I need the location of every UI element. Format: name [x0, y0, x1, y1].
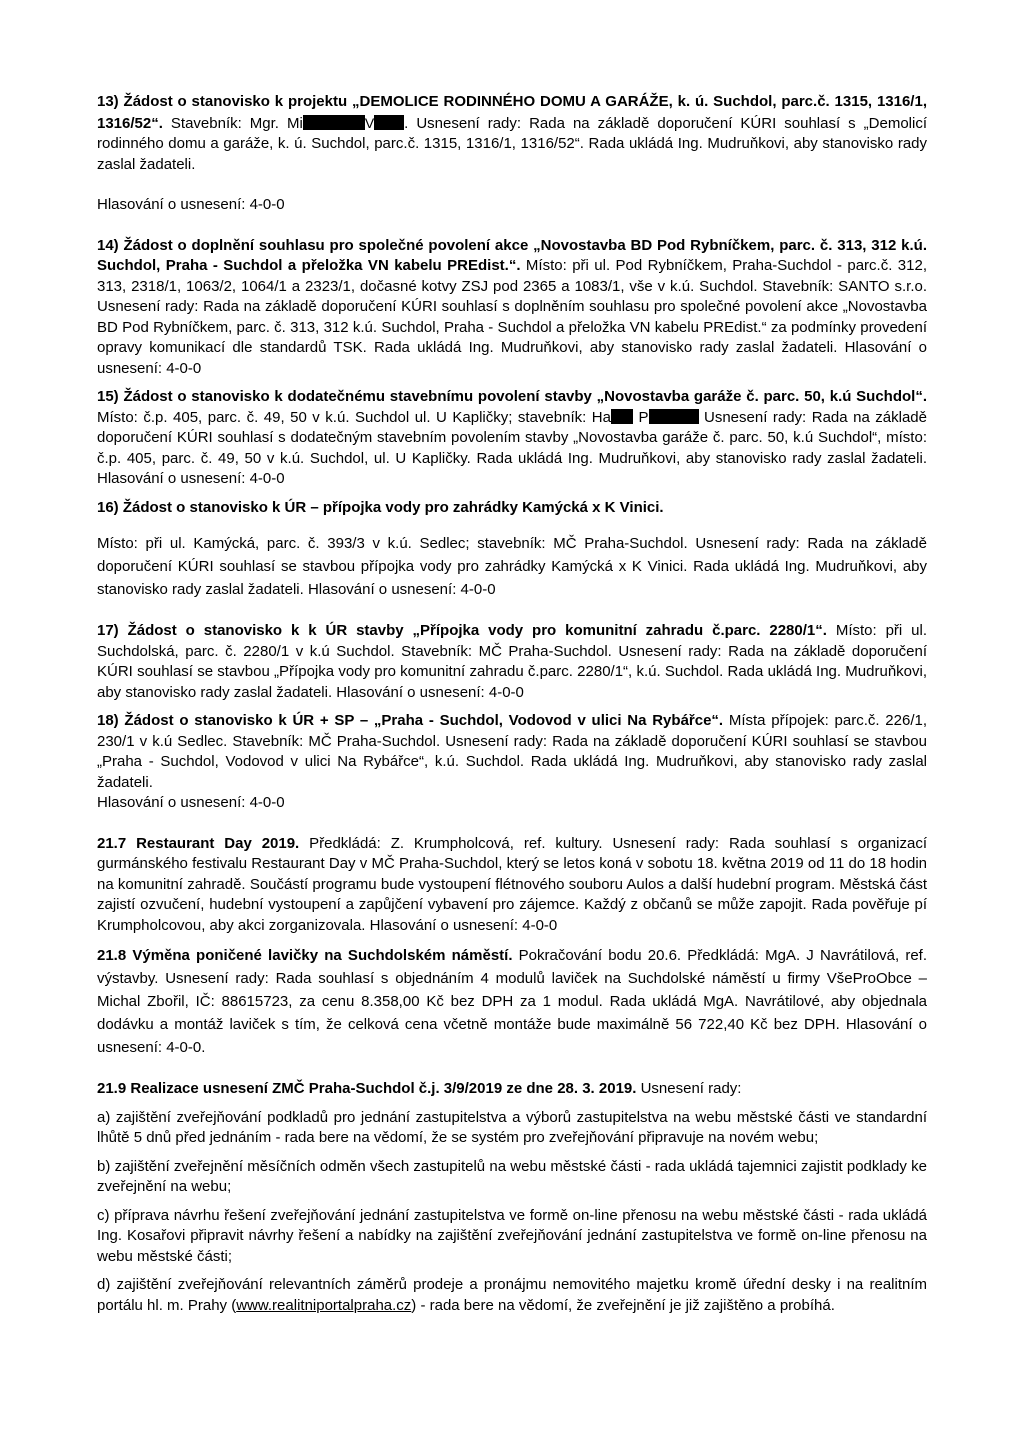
- redaction-block: [374, 115, 404, 130]
- item-21-7-text: Předkládá: Z. Krumpholcová, ref. kultury. Usnesení rady: Rada souhlasí s organizací gurmánského festivalu Restaurant Day v MČ Praha-Suchdol, který se letos koná v sobotu 18. května 2019 od 11 do 18 hodin na komunitní zahradě. Součástí programu bude vystoupení flétnového souboru Aulos a další hudební program. Městská část zajistí ozvučení, hudební vystoupení a zapůjčení vybavení pro zájemce. Každý z občanů se může zapojit. Rada pověřuje pí Krumpholcovou, aby akci zorganizovala. Hlasování o usnesení: 4-0-0: [97, 834, 927, 934]
- item-21-7-title: 21.7 Restaurant Day 2019.: [97, 834, 300, 852]
- document-page: [97, 92, 927, 1316]
- item-21-8-title: 21.8 Výměna poničené lavičky na Suchdolském náměstí.: [97, 947, 513, 964]
- item-13-title: 13) Žádost o stanovisko k projektu „DEMOLICE RODINNÉHO DOMU A GARÁŽE, k. ú. Suchdol, parc.č. 1315, 1316/1, 1316/52“.: [97, 93, 927, 132]
- item-21-9-sub-d: [97, 1275, 927, 1316]
- item-21-9-title: 21.9 Realizace usnesení ZMČ Praha-Suchdol č.j. 3/9/2019 ze dne 28. 3. 2019.: [97, 1080, 637, 1097]
- item-21-8-text: Pokračování bodu 20.6. Předkládá: MgA. J Navrátilová, ref. výstavby. Usnesení rady: Rada souhlasí s objednáním 4 modulů laviček na Suchdolské náměstí u firmy VšeProObce – Michal Zbořil, IČ: 88615723, za cenu 8.358,00 Kč bez DPH za 1 modul. Rada ukládá MgA. Navrátilové, aby objednala dodávku a montáž laviček s tím, že celková cena včetně montáže bude maximálně 56 722,40 Kč bez DPH. Hlasování o usnesení: 4-0-0.: [97, 947, 928, 1056]
- item-18-vote: Hlasování o usnesení: 4-0-0: [97, 794, 285, 811]
- item-13-text-b: . Usnesení rady: Rada na základě doporučení KÚRI souhlasí s „Demolicí rodinného domu a garáže, k. ú. Suchdol, parc.č. 1315, 1316/1, 1316/52“. Rada ukládá Ing. Mudruňkovi, aby stanovisko rady zaslal žadateli.: [97, 114, 927, 173]
- item-21-8: [97, 944, 927, 1059]
- item-17-title: 17) Žádost o stanovisko k k ÚR stavby „Přípojka vody pro komunitní zahradu č.parc. 2280/1“.: [97, 622, 827, 639]
- item-21-9-text: Usnesení rady:: [636, 1080, 742, 1097]
- item-14-title: 14) Žádost o doplnění souhlasu pro společné povolení akce „Novostavba BD Pod Rybníčkem, parc. č. 313, 312 k.ú. Suchdol, Praha - Suchdol a přeložka VN kabelu PREdist.“.: [97, 236, 927, 274]
- item-17-text: Místo: při ul. Suchdolská, parc. č. 2280/1 v k.ú Suchdol. Stavebník: MČ Praha-Suchdol. Usnesení rady: Rada na základě doporučení KÚRI souhlasí se stavbou „Přípojka vody pro komunitní zahradu č.parc. 2280/1“, k.ú. Suchdol. Rada ukládá Ing. Mudruňkovi, aby stanovisko rady zaslal žadateli. Hlasování o usnesení: 4-0-0: [97, 622, 928, 701]
- item-21-9-sub-c: c) příprava návrhu řešení zveřejňování jednání zastupitelstva ve formě on-line přenosu na webu městské části - rada ukládá Ing. Kosařovi připravit návrhy řešení a nabídky na zajištění zveřejňování jednání zastupitelstva ve formě on-line přenosu na webu městské části;: [97, 1206, 927, 1265]
- item-21-9-sub-d-text-a: d) zajištění zveřejňování relevantních záměrů prodeje a pronájmu nemovitého majetku kromě úřední desky i na realitním portálu hl. m. Prahy (: [97, 1276, 927, 1314]
- item-21-9-sub-d-text-b: ) - rada bere na vědomí, že zveřejnění je již zajištěno a probíhá.: [411, 1296, 835, 1314]
- item-13: 13) Žádost o stanovisko k projektu „DEMOLICE RODINNÉHO DOMU A GARÁŽE, k. ú. Suchdol, parc.č. 1315, 1316/1, 1316/52“. Stavebník: Mgr. Mi V . Usnesení rady: Rada na základě doporučení KÚRI souhlasí s „Demolicí rodinného domu a garáže, k. ú. Suchdol, parc.č. 1315, 1316/1, 1316/52“. Rada ukládá Ing. Mudruňkovi, aby stanovisko rady zaslal žadateli.: [97, 93, 927, 173]
- item-15-text-a: Místo: č.p. 405, parc. č. 49, 50 v k.ú. Suchdol ul. U Kapličky; stavebník: Ha: [97, 408, 611, 426]
- item-13-vote: Hlasování o usnesení: 4-0-0: [97, 196, 285, 213]
- item-21-9: [97, 1079, 927, 1100]
- redaction-block: [649, 409, 699, 424]
- redaction-block: [303, 115, 365, 130]
- item-18-text: Místa přípojek: parc.č. 226/1, 230/1 v k.ú Sedlec. Stavebník: MČ Praha-Suchdol. Usnesení rady: Rada na základě doporučení KÚRI souhlasí se stavbou „Praha - Suchdol, Vodovod v ulici Na Rybářce“, k.ú. Suchdol. Rada ukládá Ing. Mudruňkovi, aby stanovisko rady zaslal žadateli.: [97, 712, 928, 791]
- item-21-9-sub-b: b) zajištění zveřejnění měsíčních odměn všech zastupitelů na webu městské části - rada ukládá tajemnici zajistit podklady ke zveřejnění na webu;: [97, 1157, 927, 1195]
- item-16-title: 16) Žádost o stanovisko k ÚR – přípojka vody pro zahrádky Kamýcká x K Vinici.: [97, 498, 664, 516]
- item-18-title: 18) Žádost o stanovisko k ÚR + SP – „Praha - Suchdol, Vodovod v ulici Na Rybářce“.: [97, 712, 724, 729]
- item-18: [97, 711, 927, 793]
- item-21-9-sub-a: a) zajištění zveřejňování podkladů pro jednání zastupitelstva a výborů zastupitelstva na webu městské části ve standardní lhůtě 5 dnů před jednáním - rada bere na vědomí, že se systém pro zveřejňování připravuje na novém webu;: [97, 1108, 927, 1146]
- item-15: 15) Žádost o stanovisko k dodatečnému stavebnímu povolení stavby „Novostavba garáže č. parc. 50, k.ú Suchdol“. Místo: č.p. 405, parc. č. 49, 50 v k.ú. Suchdol ul. U Kapličky; stavebník: Ha P Usnesení rady: Rada na základě doporučení KÚRI souhlasí s dodatečným stavebním povolením stavby „Novostavba garáže č. parc. 50, k.ú Suchdol“, místo: č.p. 405, parc. č. 49, 50 v k.ú. Suchdol, ul. U Kapličky. Rada ukládá Ing. Mudruňkovi, aby stanovisko rady zaslal žadateli. Hlasování o usnesení: 4-0-0: [97, 388, 927, 487]
- item-21-7: [97, 834, 927, 937]
- item-13-text-a: Stavebník: Mgr. Mi: [162, 114, 303, 132]
- redaction-block: [611, 409, 633, 424]
- item-17: [97, 621, 927, 703]
- item-14-text: Místo: při ul. Pod Rybníčkem, Praha-Suchdol - parc.č. 312, 313, 2318/1, 1063/2, 1064/1 a 2323/1, dočasné kotvy ZSJ pod 2365 a 1083/1, vše v k.ú. Suchdol. Stavebník: SANTO s.r.o. Usnesení rady: Rada na základě doporučení KÚRI souhlasí s doplněním souhlasu pro společné povolení akce „Novostavba BD Pod Rybníčkem, parc. č. 313, 312 k.ú. Suchdol, Praha - Suchdol a přeložka VN kabelu PREdist.“ za podmínky provedení opravy komunikací dle standardů TSK. Rada ukládá Ing. Mudruňkovi, aby stanovisko rady zaslal žadateli. Hlasování o usnesení: 4-0-0: [97, 257, 927, 377]
- item-15-text-b: Usnesení rady: Rada na základě doporučení KÚRI souhlasí s dodatečným stavebním povolením stavby „Novostavba garáže č. parc. 50, k.ú Suchdol“, místo: č.p. 405, parc. č. 49, 50 v k.ú. Suchdol, ul. U Kapličky. Rada ukládá Ing. Mudruňkovi, aby stanovisko rady zaslal žadateli. Hlasování o usnesení: 4-0-0: [97, 408, 927, 487]
- item-16-title-line: [97, 498, 927, 519]
- item-15-title: 15) Žádost o stanovisko k dodatečnému stavebnímu povolení stavby „Novostavba garáže č. parc. 50, k.ú Suchdol“.: [97, 388, 927, 405]
- realitni-portal-link[interactable]: www.realitniportalpraha.cz: [236, 1296, 412, 1314]
- item-16-text: Místo: při ul. Kamýcká, parc. č. 393/3 v k.ú. Sedlec; stavebník: MČ Praha-Suchdol. Usnesení rady: Rada na základě doporučení KÚRI souhlasí se stavbou přípojka vody pro zahrádky Kamýcká x K Vinici. Rada ukládá Ing. Mudruňkovi, aby stanovisko rady zaslal žadateli. Hlasování o usnesení: 4-0-0: [97, 535, 927, 598]
- item-14: [97, 236, 927, 380]
